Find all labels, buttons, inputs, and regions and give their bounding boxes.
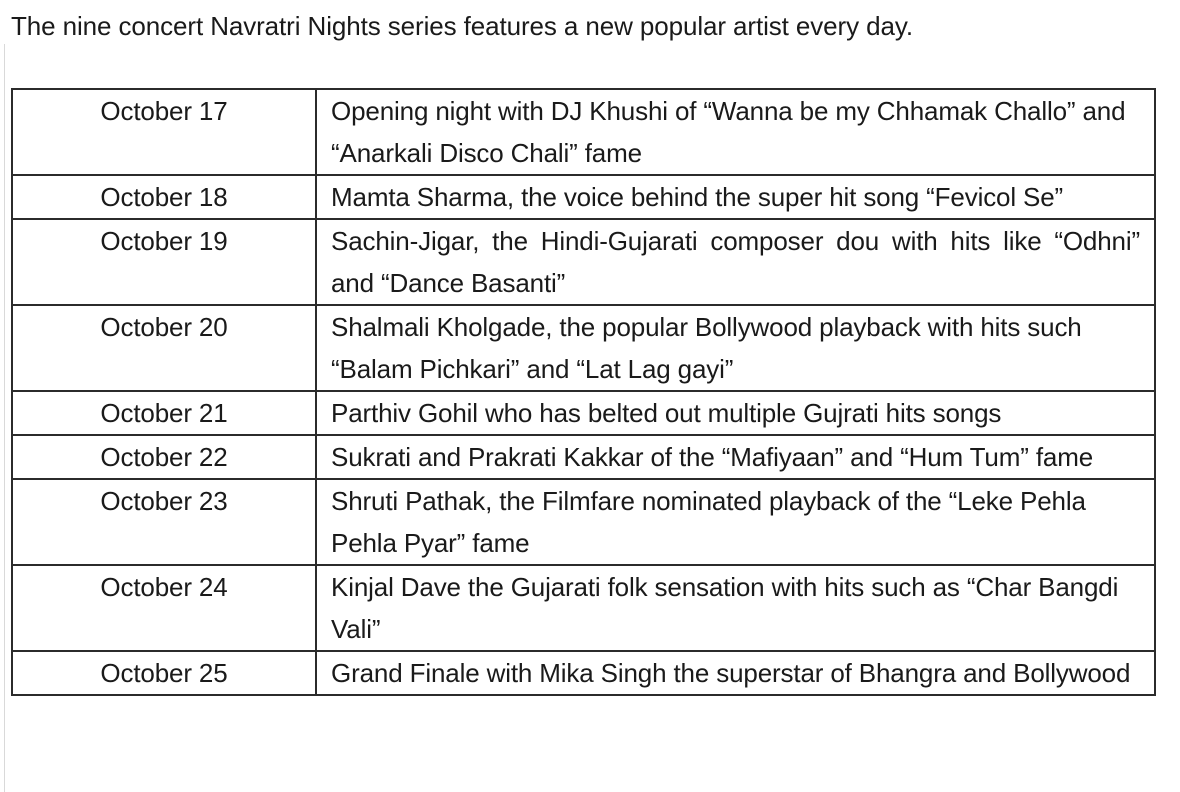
table-row (12, 479, 1155, 565)
description-cell: Shalmali Kholgade, the popular Bollywood playback with hits such “Balam Pichkari” and “Lat Lag gayi” (316, 305, 1155, 391)
date-cell: October 23 (12, 479, 316, 565)
description-cell: Sachin-Jigar, the Hindi-Gujarati composer dou with hits like “Odhni” and “Dance Basanti” (316, 219, 1155, 305)
table-row (12, 391, 1155, 435)
date-cell: October 24 (12, 565, 316, 651)
date-cell: October 19 (12, 219, 316, 305)
description-cell: Grand Finale with Mika Singh the superstar of Bhangra and Bollywood (316, 651, 1155, 695)
table-row (12, 175, 1155, 219)
description-cell: Opening night with DJ Khushi of “Wanna be my Chhamak Challo” and “Anarkali Disco Chali” fame (316, 89, 1155, 175)
date-cell: October 21 (12, 391, 316, 435)
table-row (12, 651, 1155, 695)
date-cell: October 18 (12, 175, 316, 219)
date-cell: October 22 (12, 435, 316, 479)
table-row (12, 435, 1155, 479)
description-cell: Mamta Sharma, the voice behind the super hit song “Fevicol Se” (316, 175, 1155, 219)
description-cell: Kinjal Dave the Gujarati folk sensation with hits such as “Char Bangdi Vali” (316, 565, 1155, 651)
intro-paragraph: The nine concert Navratri Nights series features a new popular artist every day. (11, 11, 913, 41)
date-cell: October 20 (12, 305, 316, 391)
concert-schedule-table (11, 88, 1156, 696)
date-cell: October 25 (12, 651, 316, 695)
description-cell: Shruti Pathak, the Filmfare nominated playback of the “Leke Pehla Pehla Pyar” fame (316, 479, 1155, 565)
table-row (12, 565, 1155, 651)
description-cell: Parthiv Gohil who has belted out multiple Gujrati hits songs (316, 391, 1155, 435)
page-left-border (4, 44, 5, 792)
date-cell: October 17 (12, 89, 316, 175)
table-row (12, 219, 1155, 305)
table-row (12, 89, 1155, 175)
description-cell: Sukrati and Prakrati Kakkar of the “Mafiyaan” and “Hum Tum” fame (316, 435, 1155, 479)
table-row (12, 305, 1155, 391)
